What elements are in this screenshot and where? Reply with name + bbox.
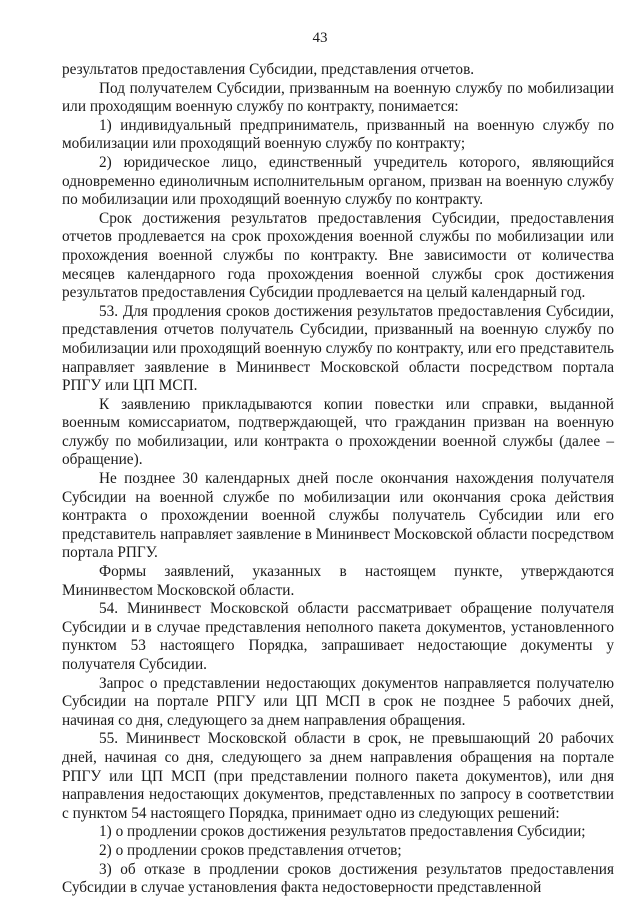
paragraph-clause-54: 54. Мининвест Московской области рассматривает обращение получателя Субсидии и в случае представления неполного пакета документов, установленного пунктом 53 настоящего Порядка, запрашивает недостающие документы у получателя Субсидии.	[62, 600, 614, 673]
paragraph-deadline-extension: Срок достижения результатов предоставления Субсидии, предоставления отчетов продлевается на срок прохождения военной службы по мобилизации или прохождения военной службы по контракту. Вне зависимости от количества месяцев календарного года прохождения военной службы срок достижения результатов предоставления Субсидии продлевается на целый календарный год.	[62, 209, 614, 302]
paragraph-clause-55: 55. Мининвест Московской области в срок, не превышающий 20 рабочих дней, начиная со дня, следующего за днем направления обращения на портале РПГУ или ЦП МСП (при представлении полного пакета документов), или дня направления недостающих документов, представленных по запросу в соответствии с пунктом 54 настоящего Порядка, принимает одно из следующих решений:	[62, 730, 614, 822]
list-item-individual-entrepreneur: 1) индивидуальный предприниматель, призванный на военную службу по мобилизации или проходящий военную службу по контракту;	[62, 116, 614, 153]
paragraph-forms: Формы заявлений, указанных в настоящем пункте, утверждаются Мининвестом Московской области.	[62, 563, 614, 599]
document-body	[62, 61, 614, 898]
paragraph-clause-53: 53. Для продления сроков достижения результатов предоставления Субсидии, представления отчетов получатель Субсидии, призванный на военную службу по мобилизации или проходящий военную службу по контракту, или его представитель направляет заявление в Мининвест Московской области посредством портала РПГУ или ЦП МСП.	[62, 302, 614, 395]
paragraph-30-days: Не позднее 30 календарных дней после окончания нахождения получателя Субсидии на военной службе по мобилизации или окончания срока действия контракта о прохождении военной службы получатель Субсидии или его представитель направляет заявление в Мининвест Московской области посредством портала РПГУ.	[62, 470, 614, 562]
page-number: 43	[312, 30, 328, 46]
paragraph-request-documents: Запрос о представлении недостающих документов направляется получателю Субсидии на портале РПГУ или ЦП МСП в срок не позднее 5 рабочих дней, начиная со дня, следующего за днем направления обращения.	[62, 674, 614, 729]
paragraph-attachments: К заявлению прикладываются копии повестки или справки, выданной военным комиссариатом, подтверждающей, что гражданин призван на военную службу по мобилизации, или контракта о прохождении военной службы (далее – обращение).	[62, 395, 614, 469]
list-item-decision-2: 2) о продлении сроков представления отчетов;	[99, 841, 402, 859]
list-item-decision-3: 3) об отказе в продлении сроков достижения результатов предоставления Субсидии в случае установления факта недостоверности представленной	[62, 860, 614, 897]
list-item-legal-entity: 2) юридическое лицо, единственный учредитель которого, являющийся одновременно единоличным исполнительным органом, призван на военную службу по мобилизации или проходящий военную службу по контракту.	[62, 153, 614, 209]
paragraph-continuation: результатов предоставления Субсидии, представления отчетов.	[62, 61, 475, 78]
list-item-decision-1: 1) о продлении сроков достижения результатов предоставления Субсидии;	[99, 823, 586, 841]
paragraph-recipient-definition: Под получателем Субсидии, призванным на военную службу по мобилизации или проходящим военную службу по контракту, понимается:	[62, 79, 614, 116]
